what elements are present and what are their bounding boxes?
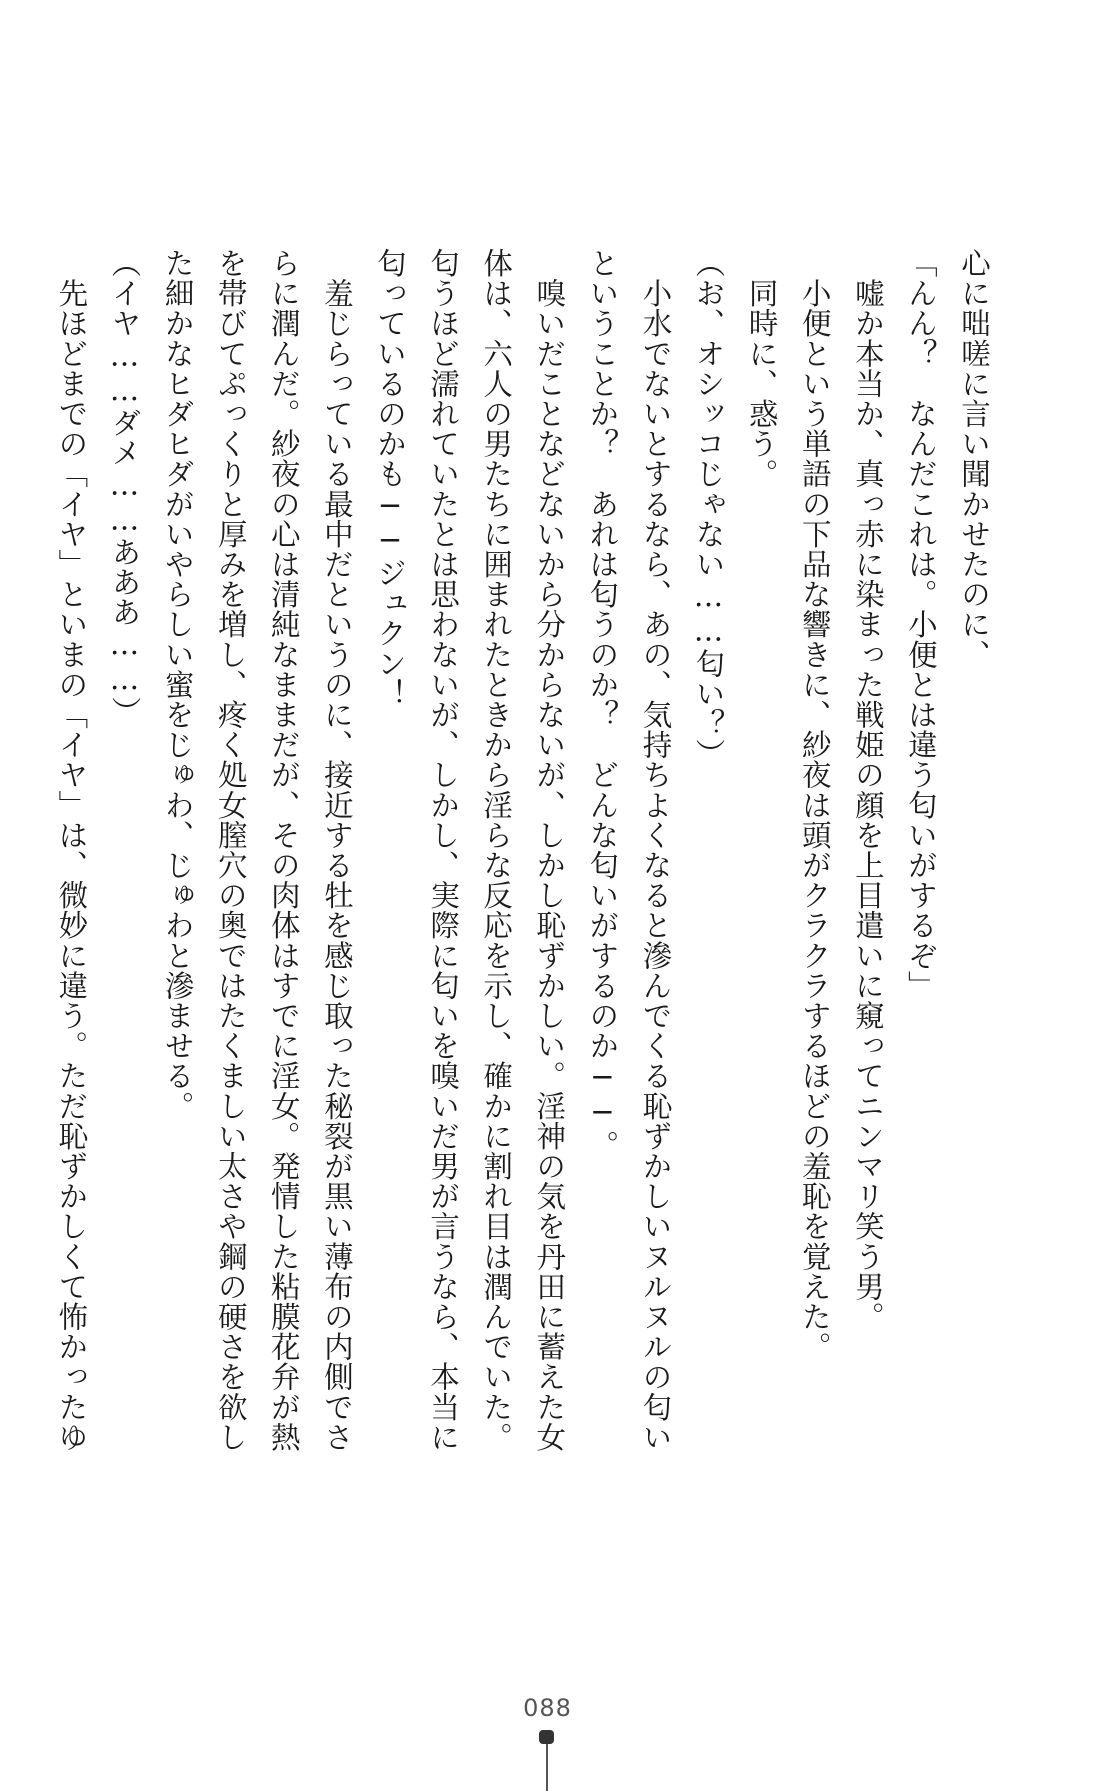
vertical-text-body (44, 248, 1000, 1478)
text-line: 心に咄嗟に言い聞かせたのに、 (957, 248, 991, 670)
text-line: 匂っているのかも──ジュクン！ (372, 248, 407, 709)
text-line: 体は、六人の男たちに囲まれたときから淫らな反応を示し、確かに割れ目は潤んでいた。 (479, 248, 514, 1452)
text-line: 小水でないとするなら、あの、気持ちよくなると滲んでくる恥ずかしいヌルヌルの匂い (638, 248, 673, 1452)
text-line: 羞じらっている最中だというのに、接近する牡を感じ取った秘裂が黒い薄布の内側でさ (319, 248, 354, 1452)
page-marker-dot-icon (539, 1730, 554, 1744)
text-line: 嘘か本当か、真っ赤に染まった戦姫の顔を上目遣いに窺ってニンマリ笑う男。 (850, 248, 885, 1332)
text-line: ということか？ あれは匂うのか？ どんな匂いがするのか──。 (585, 248, 620, 1160)
text-line: 「んん？ なんだこれは。小便とは違う匂いがするぞ」 (903, 248, 938, 1001)
page-marker-line (546, 1744, 548, 1791)
text-line: 小便という単語の下品な響きに、紗夜は頭がクラクラするほどの羞恥を覚えた。 (797, 248, 832, 1362)
text-line: 嗅いだことなどないから分からないが、しかし恥ずかしい。淫神の気を丹田に蓄えた女 (532, 248, 567, 1452)
text-line: 匂うほど濡れていたとは思わないが、しかし、実際に匂いを嗅いだ男が言うなら、本当に (426, 248, 461, 1452)
text-line: 同時に、惑う。 (744, 248, 779, 489)
page-number: 088 (523, 1694, 572, 1722)
text-line: 先ほどまでの「イヤ」といまの「イヤ」は、微妙に違う。ただ恥ずかしくて怖かったゆ (54, 248, 89, 1452)
text-line: らに潤んだ。紗夜の心は清純なままだが、その肉体はすでに淫女。発情した粘膜花弁が熱 (266, 248, 301, 1452)
text-line: を帯びてぷっくりと厚みを増し、疼く処女膣穴の奥ではたくましい太さや鋼の硬さを欲し (213, 248, 248, 1452)
text-line: （イヤ……ダメ……あああ……） (107, 248, 142, 727)
text-line: （お、オシッコじゃない……匂い？） (691, 248, 726, 769)
text-line: た細かなヒダヒダがいやらしい蜜をじゅわ、じゅわと滲ませる。 (160, 248, 195, 1121)
